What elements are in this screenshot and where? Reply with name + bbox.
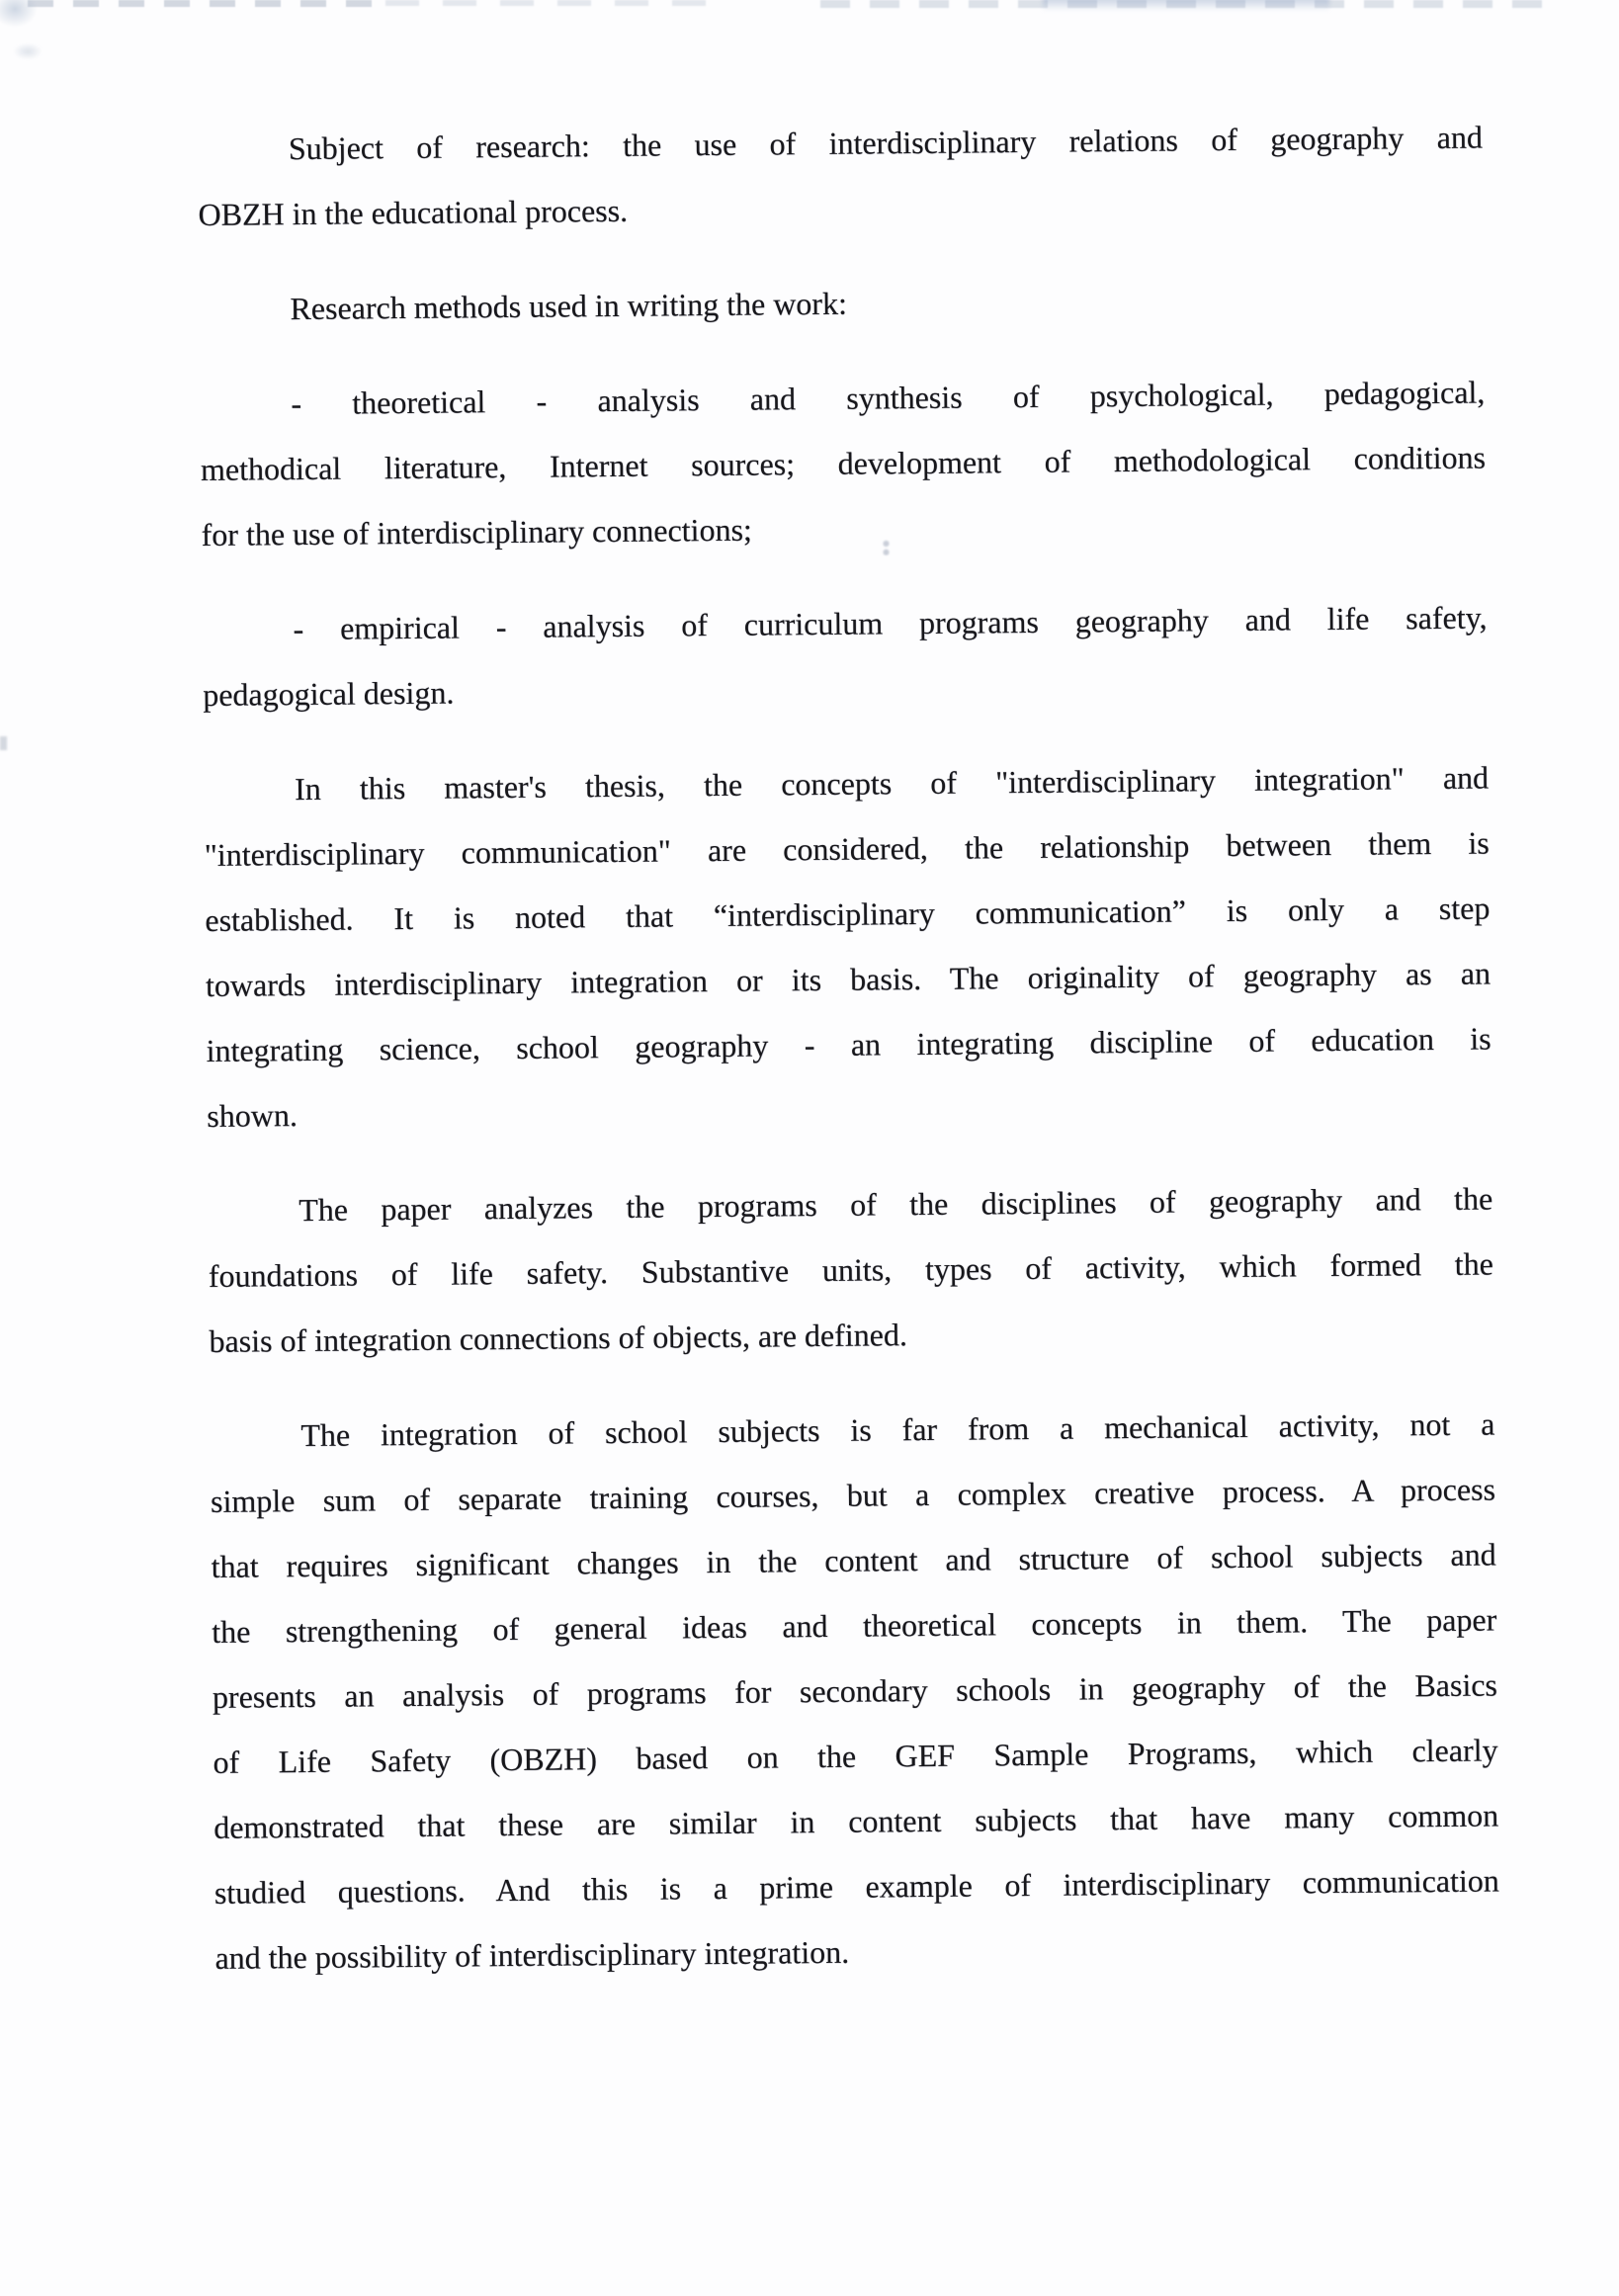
- text-line: "interdisciplinary communication" are considered, the relationship between them is: [204, 824, 1490, 873]
- text-line: established. It is noted that “interdisciplinary communication” is only a step: [205, 890, 1491, 938]
- text-line: foundations of life safety. Substantive units, types of activity, which formed the: [208, 1245, 1493, 1294]
- text-line: basis of integration connections of objects, are defined.: [209, 1317, 908, 1359]
- text-line: and the possibility of interdisciplinary integration.: [214, 1933, 850, 1976]
- text-line: In this master's thesis, the concepts of "interdisciplinary integration" and: [294, 759, 1490, 808]
- text-line: towards interdisciplinary integration or its basis. The originality of geography as an: [205, 955, 1491, 1003]
- text-line: - empirical - analysis of curriculum programs geography and life safety,: [293, 599, 1488, 647]
- text-line: presents an analysis of programs for secondary schools in geography of the Basics: [212, 1666, 1498, 1715]
- text-line: shown.: [207, 1097, 298, 1134]
- document-text: [196, 0, 1500, 2020]
- text-line: OBZH in the educational process.: [198, 192, 629, 232]
- paragraph-program-analysis: [208, 1165, 1494, 1373]
- paragraph-subject: [198, 105, 1484, 247]
- scan-artifact-edge-speck: [0, 736, 7, 750]
- paragraph-theoretical-method: [200, 360, 1487, 567]
- scan-artifact-corner-smudge: [0, 0, 38, 28]
- text-line: studied questions. And this is a prime example of interdisciplinary communication: [213, 1862, 1499, 1911]
- text-line: for the use of interdisciplinary connections;: [201, 511, 752, 553]
- text-line: methodical literature, Internet sources; development of methodological conditions: [200, 439, 1487, 487]
- text-line: demonstrated that these are similar in content subjects that have many common: [213, 1797, 1499, 1845]
- text-line: the strengthening of general ideas and theoretical concepts in them. The paper: [212, 1601, 1497, 1650]
- text-line: that requires significant changes in the content and structure of school subjects and: [211, 1536, 1496, 1584]
- paragraph-thesis-concepts: [204, 744, 1492, 1148]
- paragraph-integration-process: [210, 1391, 1500, 1990]
- text-line: - theoretical - analysis and synthesis of psychological, pedagogical,: [291, 374, 1486, 422]
- text-line: simple sum of separate training courses, but a complex creative process. A process: [210, 1471, 1496, 1519]
- scan-artifact-corner-squiggle: [14, 43, 42, 59]
- text-line: integrating science, school geography - an integrating discipline of education is: [206, 1020, 1491, 1068]
- paragraph-empirical-method: [202, 585, 1488, 727]
- text-line: Subject of research: the use of interdisciplinary relations of geography and: [288, 119, 1484, 167]
- paragraph-methods-intro: [199, 265, 1485, 342]
- text-line: Research methods used in writing the work:: [290, 285, 848, 327]
- text-line: The paper analyzes the programs of the disciplines of geography and the: [298, 1180, 1493, 1229]
- text-line: of Life Safety (OBZH) based on the GEF Sample Programs, which clearly: [213, 1732, 1498, 1780]
- text-line: The integration of school subjects is far from a mechanical activity, not a: [300, 1405, 1495, 1454]
- text-line: pedagogical design.: [203, 674, 455, 713]
